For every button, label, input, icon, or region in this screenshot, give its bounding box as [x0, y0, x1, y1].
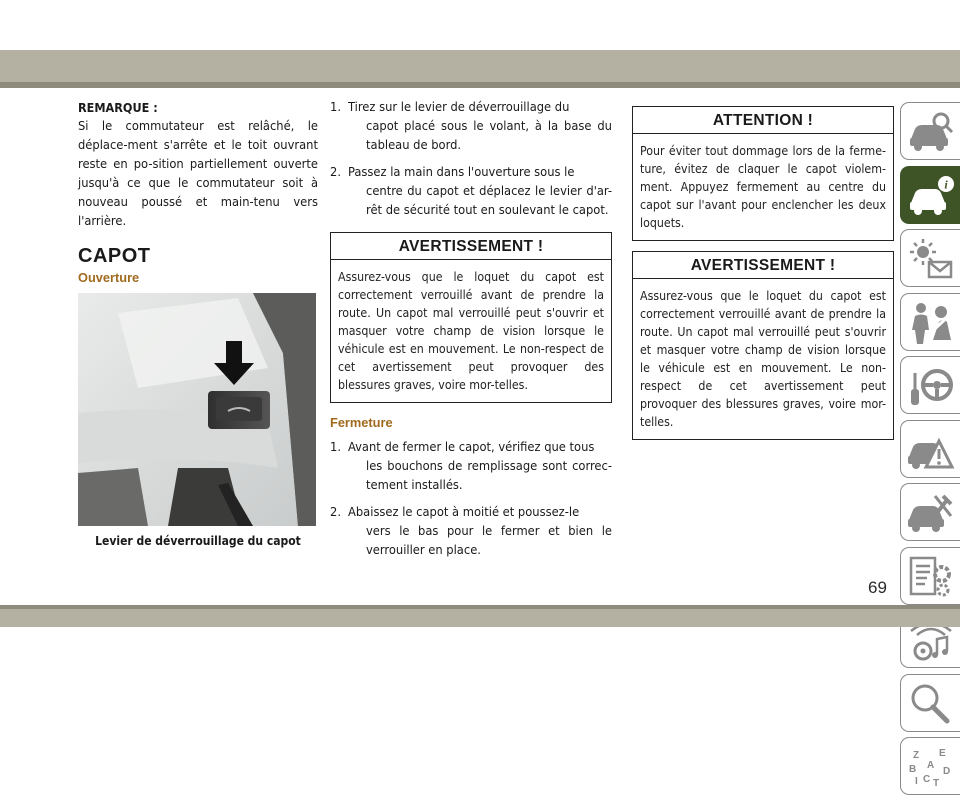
warning-box-1	[330, 232, 612, 403]
section-title: CAPOT	[78, 245, 151, 267]
step-text-rest: vers le bas pour le fermer et bien le verrouiller en place.	[366, 524, 612, 558]
index-letter: E	[939, 748, 946, 759]
tab-emergency[interactable]	[900, 420, 960, 478]
step-text-rest: capot placé sous le volant, à la base du tableau de bord.	[366, 119, 612, 153]
step-text-first: Avant de fermer le capot, vérifiez que tous	[348, 440, 595, 455]
page-number: 69	[868, 578, 887, 597]
top-band-rule	[0, 82, 960, 88]
step-text-rest: centre du capot et déplacez le levier d'ar-rêt de sécurité tout en soulevant le capot.	[366, 184, 612, 218]
step-number: 2.	[330, 505, 341, 520]
tab-warning-lights[interactable]	[900, 229, 960, 287]
starting-driving-icon	[907, 363, 955, 409]
emergency-triangle-icon	[907, 427, 955, 473]
column-middle	[330, 98, 612, 568]
alphabet-index-icon	[907, 744, 955, 790]
bottom-band-rule	[0, 605, 960, 609]
specifications-gear-icon	[907, 554, 955, 600]
step-text-rest: les bouchons de remplissage sont correc-tement installés.	[366, 459, 612, 493]
car-service-wrench-icon	[907, 490, 955, 536]
index-search-icon	[907, 681, 955, 727]
column-right	[632, 106, 894, 448]
index-letter: B	[909, 764, 917, 775]
warning-text: Assurez-vous que le loquet du capot est correctement verrouillé avant de prendre la route. Un capot mal verrouillé peut s'ouvrir et masquer votre champ de vision lorsque le véhicule est en mouvement. Le non-respect de cet avertissement peut provoquer des blessures graves, voire mor-telles.	[338, 270, 604, 392]
warning-title: AVERTISSEMENT !	[331, 233, 611, 260]
close-step-2	[330, 503, 612, 560]
tab-car-magnifier[interactable]	[900, 102, 960, 160]
caution-box	[632, 106, 894, 241]
step-text-first: Tirez sur le levier de déverrouillage du	[348, 100, 570, 115]
warning-title: AVERTISSEMENT !	[633, 252, 893, 279]
index-letter: C	[923, 774, 931, 785]
tab-safety[interactable]	[900, 293, 960, 351]
tab-car-info[interactable]	[900, 166, 960, 224]
step-number: 1.	[330, 100, 341, 115]
hood-release-photo	[78, 293, 316, 526]
warning-text: Assurez-vous que le loquet du capot est correctement verrouillé avant de prendre la route. Un capot mal verrouillé peut s'ouvrir et masquer votre champ de vision lorsque le véhicule est en mouvement. Le non-respect de cet avertissement peut provoquer des blessures graves, voire mor-telles.	[640, 289, 886, 429]
open-step-2	[330, 163, 612, 220]
close-step-1	[330, 438, 612, 495]
index-letter: I	[915, 776, 918, 787]
photo-caption: Levier de déverrouillage du capot	[95, 534, 301, 548]
remark-text: Si le commutateur est relâché, le déplace-ment s'arrête et le toit ouvrant reste en po-sition partiellement ouverte jusqu'à ce que le commutateur soit à nouveau poussé et main-tenu vers l'arrière.	[78, 119, 318, 229]
tab-index-search[interactable]	[900, 674, 960, 732]
index-letter: Z	[913, 750, 920, 761]
subtitle-opening: Ouverture	[78, 270, 140, 285]
column-left	[78, 98, 318, 551]
warning-box-2	[632, 251, 894, 440]
step-text-first: Abaissez le capot à moitié et poussez-le	[348, 505, 580, 520]
caution-title: ATTENTION !	[633, 107, 893, 134]
svg-text:i: i	[944, 177, 948, 191]
car-info-icon	[907, 173, 955, 219]
index-letter: A	[927, 760, 935, 771]
tab-specifications[interactable]	[900, 547, 960, 605]
tab-starting-driving[interactable]	[900, 356, 960, 414]
index-letter: T	[933, 778, 940, 789]
safety-airbag-icon	[907, 300, 955, 346]
step-number: 2.	[330, 165, 341, 180]
index-letter: D	[943, 766, 951, 777]
chapter-tabs	[900, 102, 960, 801]
step-text-first: Passez la main dans l'ouverture sous le	[348, 165, 575, 180]
hood-release-illustration	[78, 293, 316, 526]
step-number: 1.	[330, 440, 341, 455]
remark-title: REMARQUE :	[78, 100, 158, 115]
caution-text: Pour éviter tout dommage lors de la ferme-ture, évitez de claquer le capot violem-ment. Appuyez fermement au centre du capot sur l'avant pour enclencher les deux loquets.	[640, 144, 886, 230]
tab-alphabet-index[interactable]	[900, 737, 960, 795]
car-magnifier-icon	[907, 109, 955, 155]
subtitle-closing: Fermeture	[330, 415, 393, 430]
open-step-1	[330, 98, 612, 155]
warning-lights-message-icon	[907, 236, 955, 282]
tab-service[interactable]	[900, 483, 960, 541]
